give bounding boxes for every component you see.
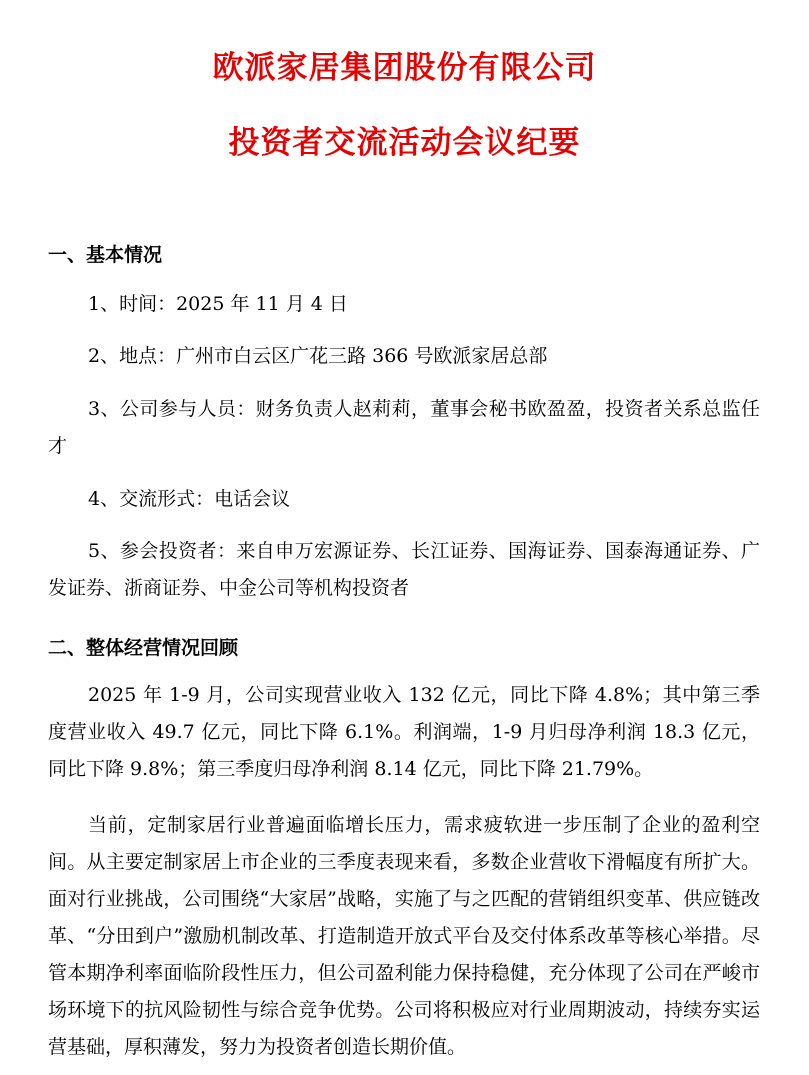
section-heading-basic-info: 一、基本情况 <box>48 244 163 266</box>
info-item-location: 2、地点：广州市白云区广花三路 366 号欧派家居总部 <box>88 345 548 367</box>
info-item-participants: 3、公司参与人员：财务负责人赵莉莉，董事会秘书欧盈盈，投资者关系总监任才 <box>48 398 760 457</box>
info-item-time: 1、时间：2025 年 11 月 4 日 <box>88 293 348 315</box>
info-item-investors: 5、参会投资者：来自申万宏源证券、长江证券、国海证券、国泰海通证券、广发证券、浙商证券、中金公司等机构投资者 <box>48 540 760 599</box>
document-title-company: 欧派家居集团股份有限公司 <box>212 50 597 86</box>
info-item-format: 4、交流形式：电话会议 <box>88 488 291 510</box>
document-title-meeting: 投资者交流活动会议纪要 <box>228 125 581 161</box>
section-heading-business-review: 二、整体经营情况回顾 <box>48 637 239 659</box>
review-paragraph-industry: 当前，定制家居行业普遍面临增长压力，需求疲软进一步压制了企业的盈利空间。从主要定制家居上市企业的三季度表现来看，多数企业营收下滑幅度有所扩大。面对行业挑战，公司围绕“大家居”战略，实施了与之匹配的营销组织变革、供应链改革、“分田到户”激励机制改革、打造制造开放式平台及交付体系改革等核心举措。尽管本期净利率面临阶段性压力，但公司盈利能力保持稳健，充分体现了公司在严峻市场环境下的抗风险韧性与综合竞争优势。公司将积极应对行业周期波动，持续夯实运营基础，厚积薄发，努力为投资者创造长期价值。 <box>48 814 760 1058</box>
review-paragraph-financials: 2025 年 1-9 月，公司实现营业收入 132 亿元，同比下降 4.8%；其中第三季度营业收入 49.7 亿元，同比下降 6.1%。利润端，1-9 月归母净利润 18.3 亿元，同比下降 9.8%；第三季度归母净利润 8.14 亿元，同比下降 21.79%。 <box>48 684 760 780</box>
